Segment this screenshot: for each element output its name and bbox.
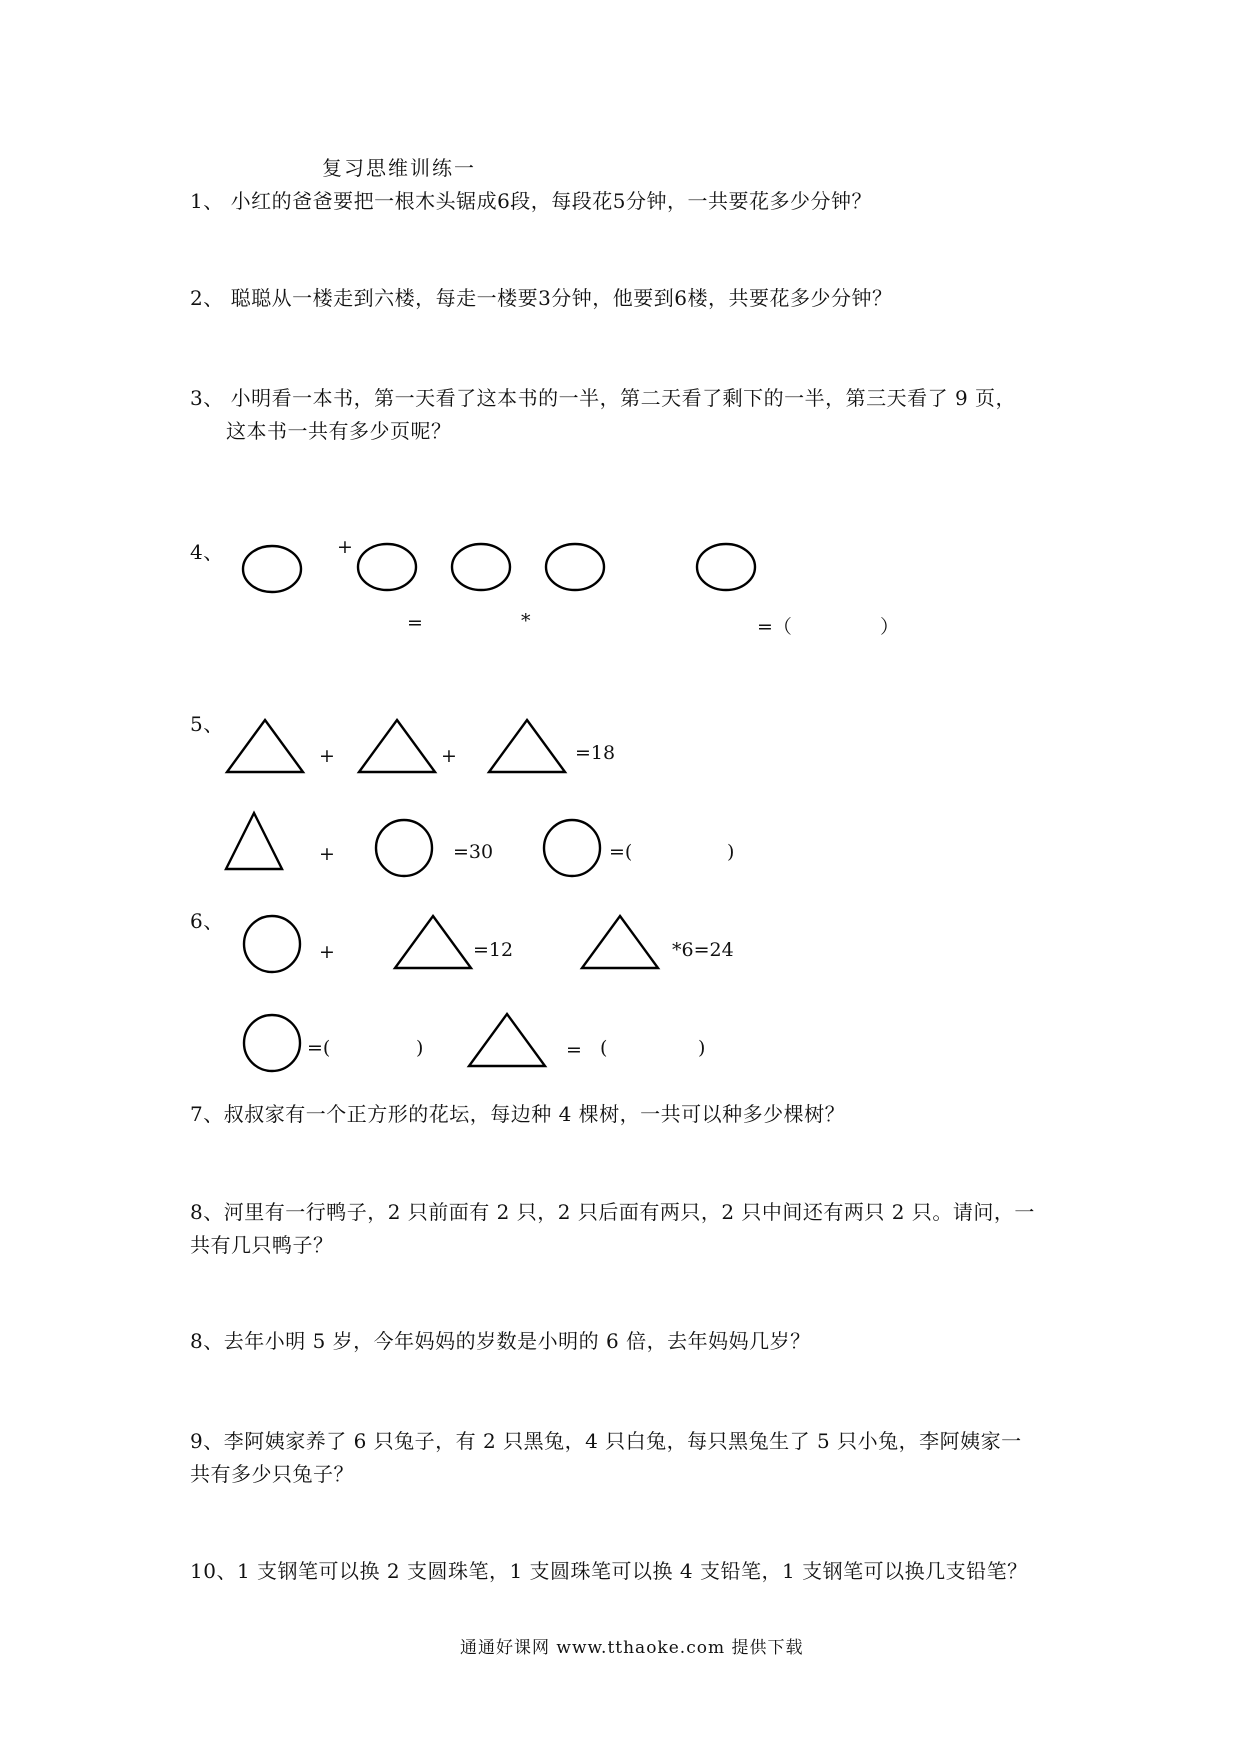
plus-sign: + bbox=[319, 745, 335, 767]
equals-12: =12 bbox=[473, 939, 514, 961]
triangle-shape bbox=[466, 1011, 548, 1069]
equals-30: =30 bbox=[453, 841, 494, 863]
footer-source: 通通好课网 www.tthaoke.com 提供下载 bbox=[460, 1638, 804, 1658]
equals-18: =18 bbox=[575, 742, 616, 764]
question-9-line-2: 共有多少只兔子？ bbox=[190, 1462, 354, 1486]
question-3-line-1: 3、 小明看一本书，第一天看了这本书的一半，第二天看了剩下的一半，第三天看了 9 页， bbox=[190, 386, 1017, 410]
question-10: 10、1 支钢笔可以换 2 支圆珠笔，1 支圆珠笔可以换 4 支铅笔，1 支钢笔可以换几支铅笔？ bbox=[190, 1559, 1028, 1583]
question-2: 2、 聪聪从一楼走到六楼，每走一楼要3分钟，他要到6楼，共要花多少分钟？ bbox=[190, 286, 893, 310]
answer-close: ) bbox=[727, 841, 735, 863]
circle-shape bbox=[241, 1012, 303, 1074]
question-9-line-1: 9、李阿姨家养了 6 只兔子，有 2 只黑兔，4 只白兔，每只黑兔生了 5 只小兔，李阿姨家一 bbox=[190, 1429, 1022, 1453]
question-5-number: 5、 bbox=[190, 712, 224, 736]
answer-close: ) bbox=[698, 1037, 706, 1059]
answer-open: =（ bbox=[757, 616, 792, 638]
plus-sign: + bbox=[319, 941, 335, 963]
equals-sign: = bbox=[407, 612, 423, 634]
circle-shape bbox=[373, 817, 435, 879]
question-4-number: 4、 bbox=[190, 540, 224, 564]
question-8b: 8、去年小明 5 岁，今年妈妈的岁数是小明的 6 倍，去年妈妈几岁？ bbox=[190, 1329, 811, 1353]
question-3-line-2: 这本书一共有多少页呢？ bbox=[226, 419, 452, 443]
plus-sign: + bbox=[441, 745, 457, 767]
triangle-shape bbox=[486, 717, 568, 775]
circle-shape bbox=[449, 541, 513, 593]
circle-shape bbox=[240, 543, 304, 595]
circle-shape bbox=[241, 913, 303, 975]
times-6-equals-24: *6=24 bbox=[672, 939, 734, 961]
circle-shape bbox=[355, 541, 419, 593]
question-1: 1、 小红的爸爸要把一根木头锯成6段，每段花5分钟，一共要花多少分钟？ bbox=[190, 189, 873, 213]
answer-open: =( bbox=[609, 841, 633, 863]
plus-sign: + bbox=[337, 536, 353, 558]
circle-shape bbox=[543, 541, 607, 593]
question-7: 7、叔叔家有一个正方形的花坛，每边种 4 棵树，一共可以种多少棵树？ bbox=[190, 1102, 846, 1126]
question-6-number: 6、 bbox=[190, 909, 224, 933]
triangle-shape bbox=[224, 717, 306, 775]
answer-open: =( bbox=[307, 1037, 331, 1059]
equals-sign: = bbox=[566, 1039, 582, 1061]
circle-shape bbox=[694, 541, 758, 593]
question-8a-line-1: 8、河里有一行鸭子，2 只前面有 2 只，2 只后面有两只，2 只中间还有两只 2 只。请问，一 bbox=[190, 1200, 1035, 1224]
worksheet-title: 复习思维训练一 bbox=[322, 156, 476, 180]
triangle-shape bbox=[356, 717, 438, 775]
question-8a-line-2: 共有几只鸭子？ bbox=[190, 1233, 334, 1257]
circle-shape bbox=[541, 817, 603, 879]
triangle-shape bbox=[392, 913, 474, 971]
answer-open: ( bbox=[600, 1037, 608, 1059]
times-sign: * bbox=[521, 610, 531, 632]
triangle-shape bbox=[223, 810, 285, 872]
answer-close: ） bbox=[880, 616, 900, 638]
plus-sign: + bbox=[319, 843, 335, 865]
answer-close: ) bbox=[416, 1037, 424, 1059]
triangle-shape bbox=[579, 913, 661, 971]
